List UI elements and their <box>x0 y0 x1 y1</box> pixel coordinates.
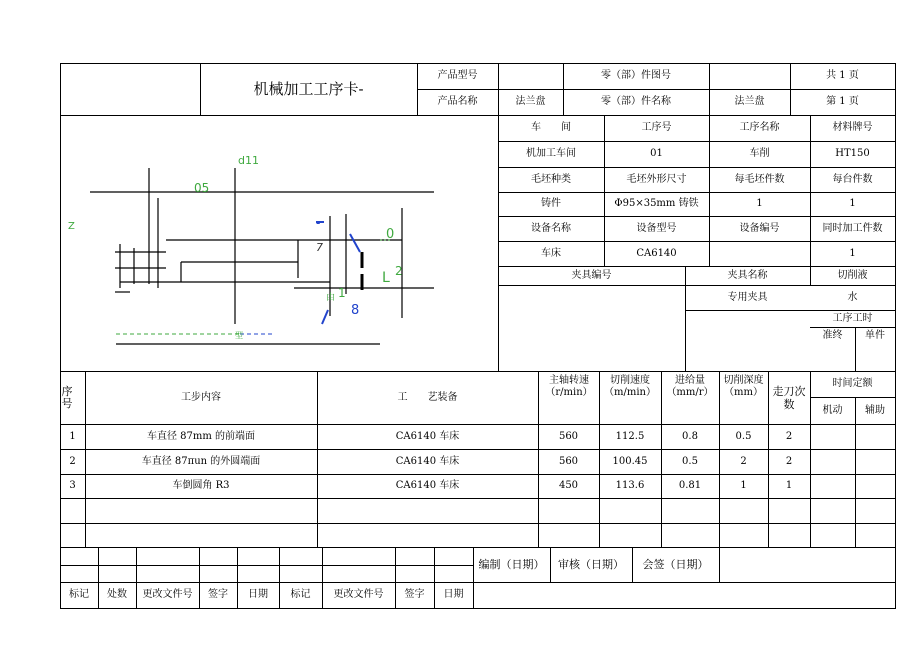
row-content: 车直径 87mm 的前端面 <box>146 430 256 442</box>
row-spindle: 450 <box>558 480 579 491</box>
row-equipment: CA6140 车床 <box>395 455 460 467</box>
sign-label: 签字 <box>208 589 228 600</box>
per-machine-value[interactable]: 1 <box>849 198 856 209</box>
rule <box>60 565 473 566</box>
row-content: 车倒圆角 R3 <box>172 480 230 491</box>
sketch-label-dash: - <box>316 216 321 230</box>
row-spindle: 560 <box>558 455 579 467</box>
sketch-label-7: 7 <box>316 241 323 254</box>
sketch-tool-mark <box>322 310 328 324</box>
blank-size-label: 毛坯外形尺寸 <box>626 173 687 185</box>
date-label: 日期 <box>443 589 464 600</box>
op-time-label: 工序工时 <box>832 312 873 324</box>
rule <box>719 547 720 582</box>
row-seq: 1 <box>69 430 76 442</box>
row-feed: 0.8 <box>682 430 698 442</box>
blank-type-label: 毛坯种类 <box>531 173 571 185</box>
row-passes: 2 <box>785 455 793 467</box>
equipment-header: 工 艺装备 <box>397 391 458 403</box>
part-name-label: 零（部）件名称 <box>601 96 671 107</box>
op-name-label: 工序名称 <box>739 122 780 133</box>
sketch-label-1: 1 <box>338 286 346 300</box>
spindle-header: 主轴转速（r/min） <box>545 375 593 398</box>
compile-date-label: 编制（日期） <box>478 557 545 571</box>
material-label: 材料牌号 <box>832 122 873 133</box>
equip-model-value[interactable]: CA6140 <box>636 247 677 259</box>
sketch-label-L: L <box>382 270 390 286</box>
content-header: 工步内容 <box>181 391 221 403</box>
row-cut-speed: 112.5 <box>615 430 645 442</box>
row-spindle: 560 <box>558 430 579 442</box>
time-quota-header: 时间定额 <box>832 378 873 389</box>
op-name-value[interactable]: 车削 <box>749 148 770 159</box>
seq-header: 序号 <box>61 384 73 410</box>
sketch-label-d11: d11 <box>238 154 259 167</box>
simul-count-value[interactable]: 1 <box>849 247 856 259</box>
coolant-value[interactable]: 水 <box>847 291 858 303</box>
row-equipment: CA6140 车床 <box>395 480 460 491</box>
fixture-no-label: 夹具编号 <box>571 269 612 281</box>
fixture-name-label: 夹具名称 <box>727 269 768 281</box>
sketch-label-0: 0 <box>386 227 395 242</box>
row-feed: 0.81 <box>678 480 702 491</box>
fixture-name-value[interactable]: 专用夹具 <box>727 291 768 303</box>
per-blank-label: 每毛坯件数 <box>734 173 785 185</box>
card-title: 机械加工工序卡- <box>253 80 364 98</box>
simul-count-label: 同时加工件数 <box>822 222 883 234</box>
cut-speed-header: 切削速度（m/min） <box>604 375 656 398</box>
equip-model-label: 设备型号 <box>636 222 677 234</box>
sketch-label-8: 8 <box>351 303 360 318</box>
depth-header: 切削深度（mm） <box>723 375 764 398</box>
equip-no-label: 设备编号 <box>739 222 780 234</box>
row-passes: 1 <box>785 480 793 491</box>
sign-label: 签字 <box>404 589 425 600</box>
per-machine-label: 每台件数 <box>832 173 873 185</box>
unit-time-label: 单件 <box>865 329 885 341</box>
product-name-value[interactable]: 法兰盘 <box>515 96 546 107</box>
workshop-label: 车 间 <box>531 122 571 133</box>
passes-header: 走刀次数 <box>772 384 806 411</box>
sketch-label-ti: 型 <box>235 331 243 340</box>
material-value[interactable]: HT150 <box>835 148 870 159</box>
row-equipment: CA6140 车床 <box>395 430 460 442</box>
product-model-label: 产品型号 <box>437 70 478 81</box>
product-name-label: 产品名称 <box>437 96 478 107</box>
mark-label: 标记 <box>69 589 89 600</box>
coolant-label: 切削液 <box>837 269 868 281</box>
row-depth: 2 <box>740 455 747 467</box>
countersign-date-label: 会签（日期） <box>642 557 709 571</box>
prep-time-label: 准终 <box>822 329 843 341</box>
op-no-value[interactable]: 01 <box>650 148 663 159</box>
sketch-label-05: 05 <box>194 181 210 195</box>
part-drawing-no-label: 零（部）件图号 <box>601 70 671 81</box>
rule <box>60 63 61 608</box>
review-date-label: 审核（日期） <box>558 557 624 571</box>
page-number: 第 1 页 <box>826 96 859 107</box>
equip-name-label: 设备名称 <box>531 222 571 234</box>
rule <box>60 523 896 524</box>
sketch-label-you: 由 <box>326 293 336 303</box>
blank-size-value[interactable]: Φ95×35mm 铸铁 <box>614 198 699 209</box>
row-depth: 1 <box>740 480 747 491</box>
row-passes: 2 <box>785 430 793 442</box>
per-blank-value[interactable]: 1 <box>756 198 763 209</box>
sketch-label-2: 2 <box>395 264 403 278</box>
date-label: 日期 <box>248 589 268 600</box>
sketch-tool-mark <box>350 234 360 252</box>
equip-name-value[interactable]: 车床 <box>541 247 561 259</box>
rule <box>895 63 896 608</box>
change-doc-label: 更改文件号 <box>142 589 193 600</box>
row-cut-speed: 113.6 <box>615 480 645 491</box>
sketch-label-z: Z <box>68 221 75 232</box>
process-sketch <box>62 116 498 370</box>
row-depth: 0.5 <box>735 430 752 442</box>
row-seq: 2 <box>69 455 76 467</box>
workshop-value[interactable]: 机加工车间 <box>526 148 576 159</box>
row-seq: 3 <box>69 480 76 491</box>
product-model-value[interactable] <box>498 63 563 89</box>
rule <box>60 498 896 499</box>
mark-label: 标记 <box>290 589 311 600</box>
row-feed: 0.5 <box>682 455 698 467</box>
op-no-label: 工序号 <box>641 122 672 133</box>
change-doc-label: 更改文件号 <box>333 589 384 600</box>
part-name-value[interactable]: 法兰盘 <box>734 96 765 107</box>
part-drawing-no-value[interactable] <box>709 63 790 89</box>
equip-no-value[interactable] <box>709 241 810 266</box>
blank-type-value[interactable]: 铸件 <box>541 198 561 209</box>
rule <box>60 608 896 609</box>
aux-time-header: 辅助 <box>865 404 885 416</box>
feed-header: 进给量（mm/r） <box>666 375 714 398</box>
row-content: 车直径 87πun 的外圆端面 <box>141 455 261 467</box>
row-cut-speed: 100.45 <box>612 455 648 467</box>
count-label: 处数 <box>107 589 127 600</box>
machine-time-header: 机动 <box>822 404 843 416</box>
total-pages: 共 1 页 <box>826 70 859 81</box>
